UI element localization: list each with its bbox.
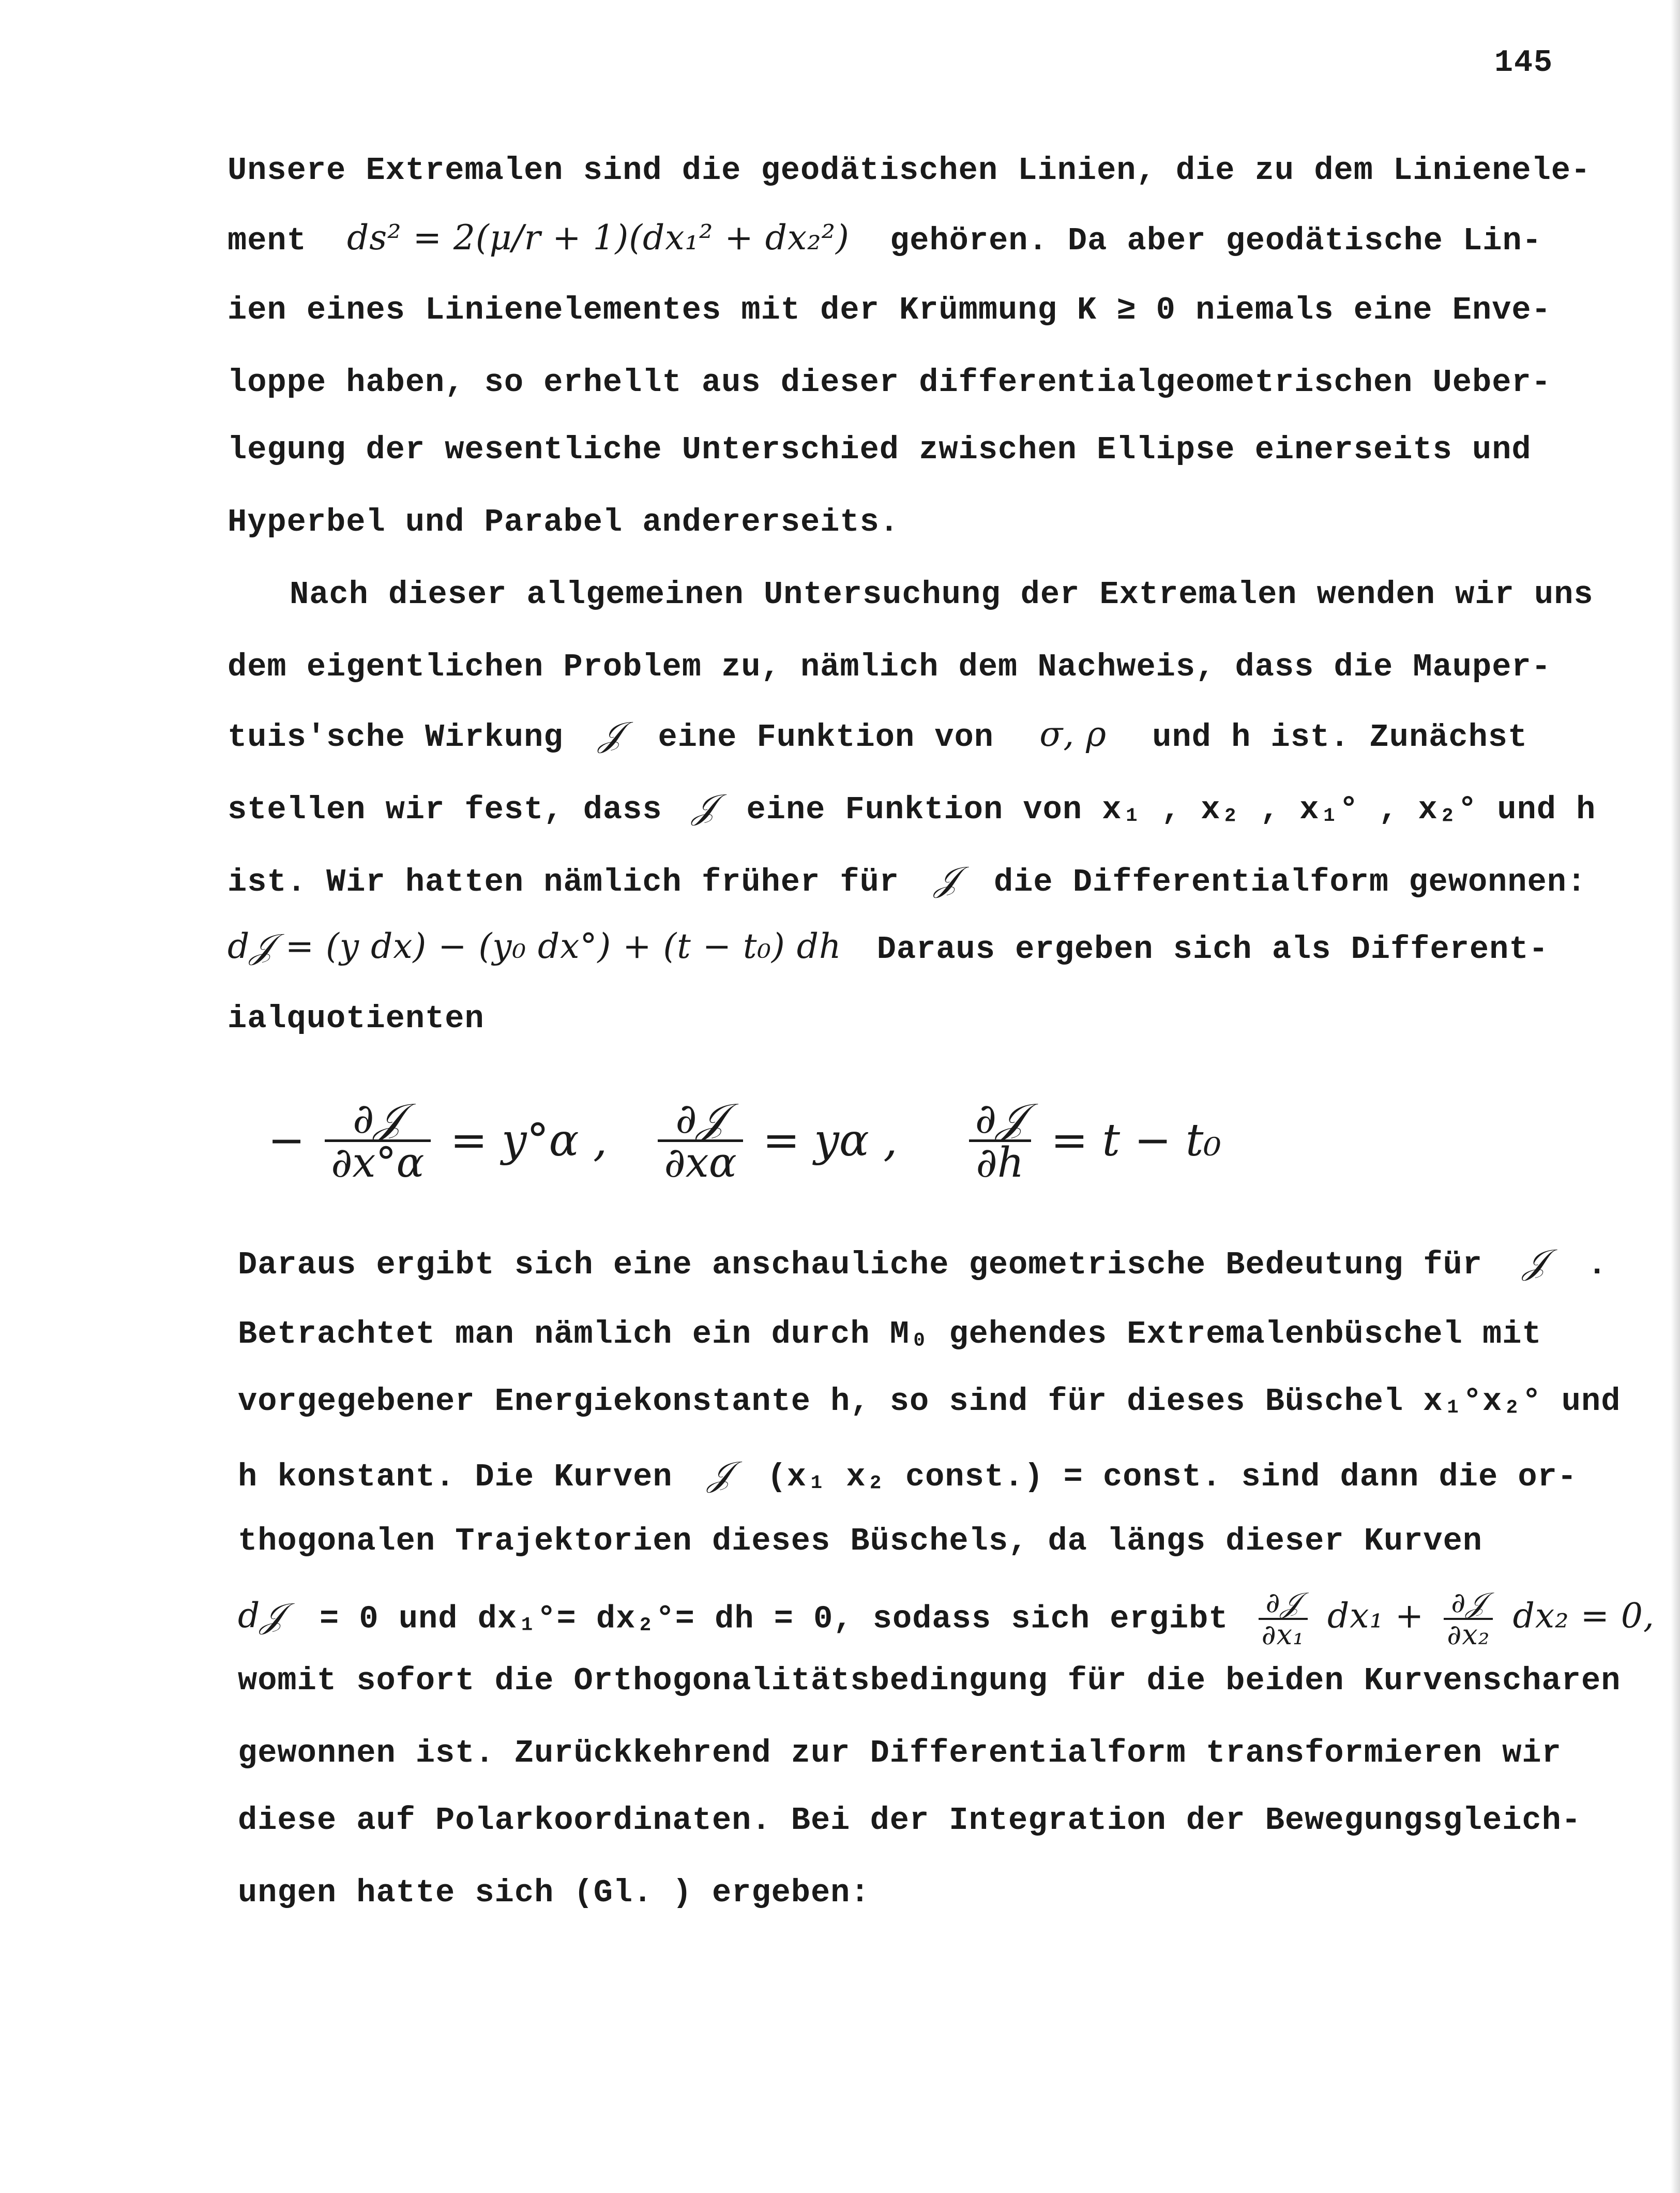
fraction-numerator: ∂𝒥 (1444, 1588, 1493, 1620)
partial-derivative-fraction (325, 1094, 431, 1186)
text-line (228, 714, 1680, 758)
text-fragment: gehören. Da aber geodätische Lin- (890, 222, 1542, 259)
text-line: ungen hatte sich (Gl. ) ergeben: (238, 1874, 870, 1911)
text-line (238, 1453, 1680, 1498)
text-line (238, 1588, 1680, 1650)
text-line: Nach dieser allgemeinen Untersuchung der Extremalen wenden wir uns (290, 576, 1594, 613)
fraction-numerator: ∂𝒥 (658, 1098, 743, 1142)
text-fragment: = 0 und dx₁°= dx₂°= dh = 0, sodass sich ergibt (320, 1600, 1229, 1638)
handwritten-formula: d𝒥 = (y dx) − (y₀ dx°) + (t − t₀) dh (228, 926, 842, 966)
handwritten-formula: dx₂ = 0, (1512, 1596, 1655, 1636)
partial-derivative-fraction (1444, 1588, 1493, 1650)
text-fragment: (x₁ x₂ const.) = const. sind dann die or- (767, 1459, 1577, 1495)
handwritten-symbol: 𝒥 (707, 1454, 732, 1494)
text-fragment: und h ist. Zunächst (1152, 719, 1528, 756)
handwritten-formula: ds² = 2(μ/r + 1)(dx₁² + dx₂²) (347, 218, 850, 258)
fraction-denominator: ∂x°α (331, 1138, 425, 1186)
text-fragment: ist. Wir hatten nämlich früher für (228, 864, 900, 900)
text-line (228, 217, 1680, 262)
fraction-denominator: ∂xα (664, 1138, 737, 1186)
text-fragment: h konstant. Die Kurven (238, 1459, 673, 1495)
equation-prefix: − (268, 1115, 306, 1166)
text-fragment: tuis'sche Wirkung (228, 719, 564, 756)
text-line (228, 859, 1680, 903)
fraction-denominator: ∂h (976, 1138, 1024, 1186)
equation-rhs: = y°α , (450, 1115, 608, 1166)
equation-rhs: = t − t₀ (1051, 1115, 1221, 1166)
text-line: Hyperbel und Parabel andererseits. (228, 504, 900, 540)
text-fragment: stellen wir fest, dass (228, 791, 662, 828)
text-line: ialquotienten (228, 1000, 485, 1037)
text-fragment: Daraus ergeben sich als Different- (876, 931, 1549, 968)
fraction-numerator: ∂𝒥 (325, 1098, 431, 1142)
text-line (228, 926, 1680, 970)
handwritten-formula: dx₁ + (1327, 1596, 1425, 1636)
text-line: thogonalen Trajektorien dieses Büschels, da längs dieser Kurven (238, 1523, 1482, 1559)
handwritten-symbol: 𝒥 (692, 787, 717, 827)
partial-derivative-fraction (1259, 1588, 1308, 1650)
handwritten-formula: d𝒥 (238, 1596, 284, 1636)
fraction-denominator: ∂x₁ (1261, 1618, 1305, 1651)
page-number: 145 (1494, 46, 1554, 81)
text-line (238, 1241, 1680, 1286)
text-fragment: . (1587, 1246, 1608, 1283)
text-line: Betrachtet man nämlich ein durch M₀ gehendes Extremalenbüschel mit (238, 1316, 1542, 1353)
text-line: dem eigentlichen Problem zu, nämlich dem Nachweis, dass die Mauper- (228, 649, 1551, 685)
text-fragment: die Differentialform gewonnen: (994, 864, 1587, 900)
handwritten-symbol: 𝒥 (934, 859, 959, 899)
text-line (228, 786, 1680, 831)
equation-block (259, 1065, 1231, 1215)
partial-derivative-fraction (658, 1094, 743, 1186)
text-line: ien eines Linienelementes mit der Krümmung K ≥ 0 niemals eine Enve- (228, 292, 1551, 328)
text-line: womit sofort die Orthogonalitätsbedingung für die beiden Kurvenscharen (238, 1662, 1621, 1699)
text-fragment: ment (228, 222, 307, 259)
text-line: legung der wesentliche Unterschied zwischen Ellipse einerseits und (228, 431, 1532, 468)
text-fragment: eine Funktion von (658, 719, 994, 756)
handwritten-symbol: 𝒥 (1523, 1242, 1547, 1282)
fraction-denominator: ∂x₂ (1447, 1618, 1490, 1651)
fraction-numerator: ∂𝒥 (1259, 1588, 1308, 1620)
text-line: loppe haben, so erhellt aus dieser differentialgeometrischen Ueber- (228, 364, 1551, 401)
text-line: vorgegebener Energiekonstante h, so sind für dieses Büschel x₁°x₂° und (238, 1383, 1621, 1420)
handwritten-symbol: 𝒥 (598, 714, 623, 754)
text-line: Unsere Extremalen sind die geodätischen Linien, die zu dem Linienele- (228, 152, 1591, 189)
text-line: diese auf Polarkoordinaten. Bei der Integration der Bewegungsgleich- (238, 1802, 1582, 1839)
text-fragment: Daraus ergibt sich eine anschauliche geometrische Bedeutung für (238, 1246, 1482, 1283)
partial-derivative-fraction (969, 1094, 1032, 1186)
text-fragment: eine Funktion von x₁ , x₂ , x₁° , x₂° und h (746, 791, 1596, 828)
handwritten-symbol: σ, ρ (1039, 714, 1107, 754)
fraction-numerator: ∂𝒥 (969, 1098, 1032, 1142)
text-line: gewonnen ist. Zurückkehrend zur Differentialform transformieren wir (238, 1735, 1562, 1771)
equation-rhs: = yα , (762, 1115, 898, 1166)
